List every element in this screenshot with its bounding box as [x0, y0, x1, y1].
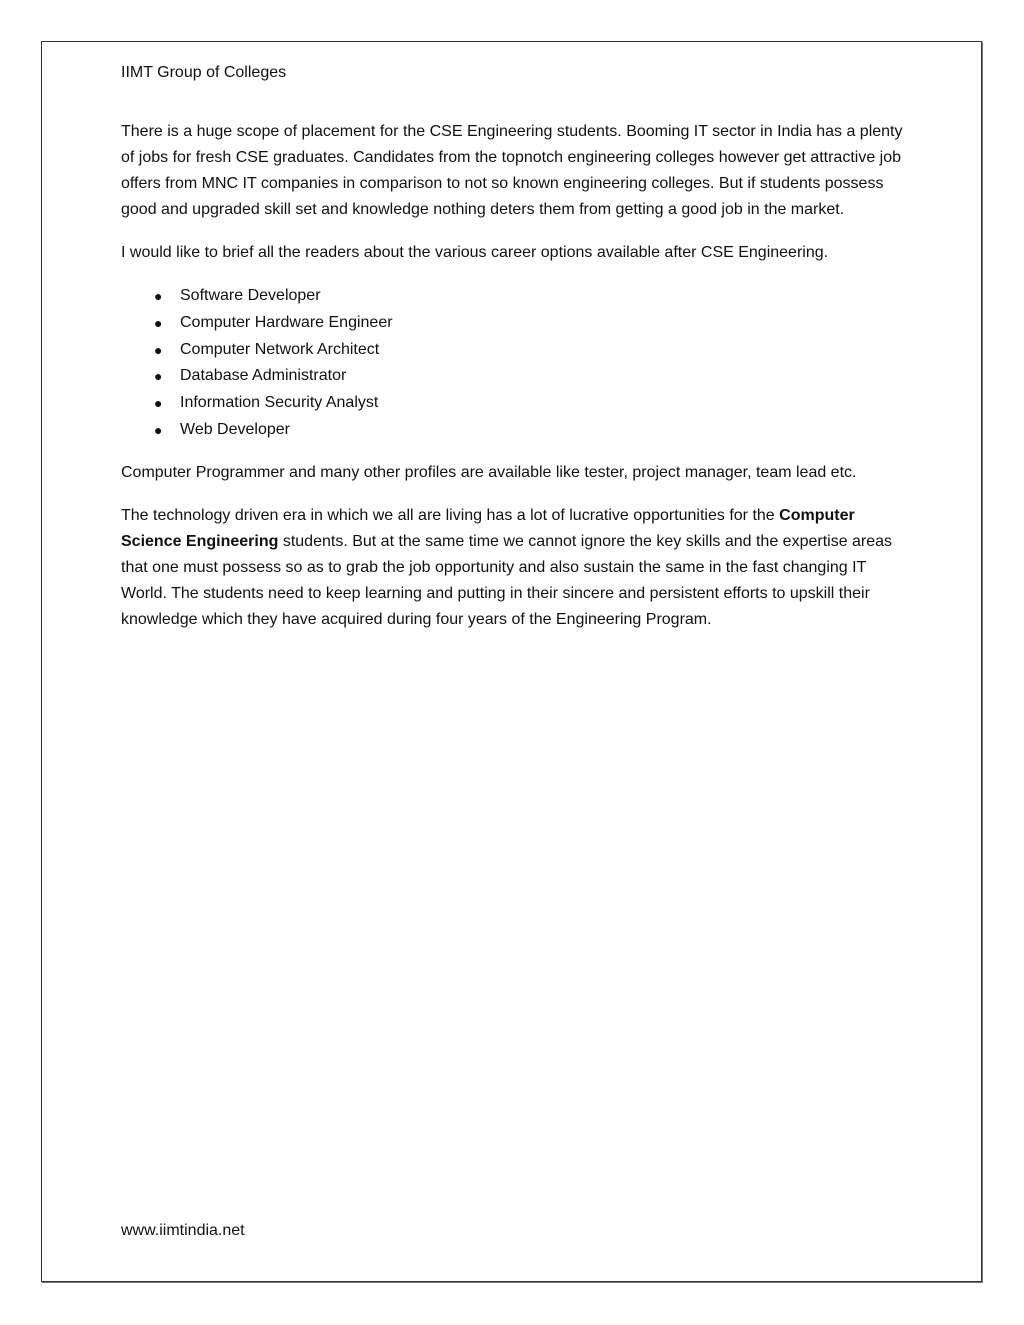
list-item: [121, 337, 911, 364]
bullet-icon: ●: [154, 314, 163, 331]
emphasis-text: Computer Science Engineering: [121, 506, 855, 550]
bullet-icon: ●: [154, 368, 163, 385]
bullet-icon: ●: [154, 395, 163, 412]
list-item: [121, 417, 911, 444]
list-item-label: Web Developer: [180, 420, 290, 438]
list-item: [121, 283, 911, 310]
list-item-label: Computer Hardware Engineer: [180, 313, 393, 331]
list-item-label: Software Developer: [180, 287, 321, 304]
closing-text-end: students. But at the same time we cannot ignore the key skills and the expertise areas that one must possess so as to grab the job opportunity and also sustain the same in the fast changing IT World. The students need to keep learning and putting in their sincere and persistent efforts to upskill their knowledge which they have acquired during four years of the Engineering Program.: [121, 532, 893, 628]
closing-paragraph: [121, 503, 911, 633]
bullet-icon: ●: [154, 288, 163, 304]
career-options-intro: I would like to brief all the readers about the various career options available after CSE Engineering.: [121, 244, 829, 261]
closing-text-start: The technology driven era in which we all are living has a lot of lucrative opportunities for the: [121, 506, 780, 524]
document-body: [121, 60, 911, 650]
footer-url: www.iimtindia.net: [121, 1222, 245, 1239]
list-item: [121, 310, 911, 337]
intro-paragraph: There is a huge scope of placement for the CSE Engineering students. Booming IT sector in India has a plenty of jobs for fresh CSE graduates. Candidates from the topnotch engineering colleges however get attractive job offers from MNC IT companies in comparison to not so known engineering colleges. But if students possess good and upgraded skill set and knowledge nothing deters them from getting a good job in the market.: [121, 123, 903, 218]
bullet-icon: ●: [154, 421, 163, 438]
page-header: IIMT Group of Colleges: [121, 64, 287, 81]
list-item-label: Computer Network Architect: [180, 340, 380, 358]
list-item: [121, 363, 911, 390]
list-item: [121, 390, 911, 417]
bullet-icon: ●: [154, 341, 163, 358]
list-item-label: Information Security Analyst: [180, 394, 379, 412]
career-options-list: [121, 283, 911, 444]
other-profiles-paragraph: Computer Programmer and many other profiles are available like tester, project manager, team lead etc.: [121, 463, 857, 481]
list-item-label: Database Administrator: [180, 367, 347, 385]
